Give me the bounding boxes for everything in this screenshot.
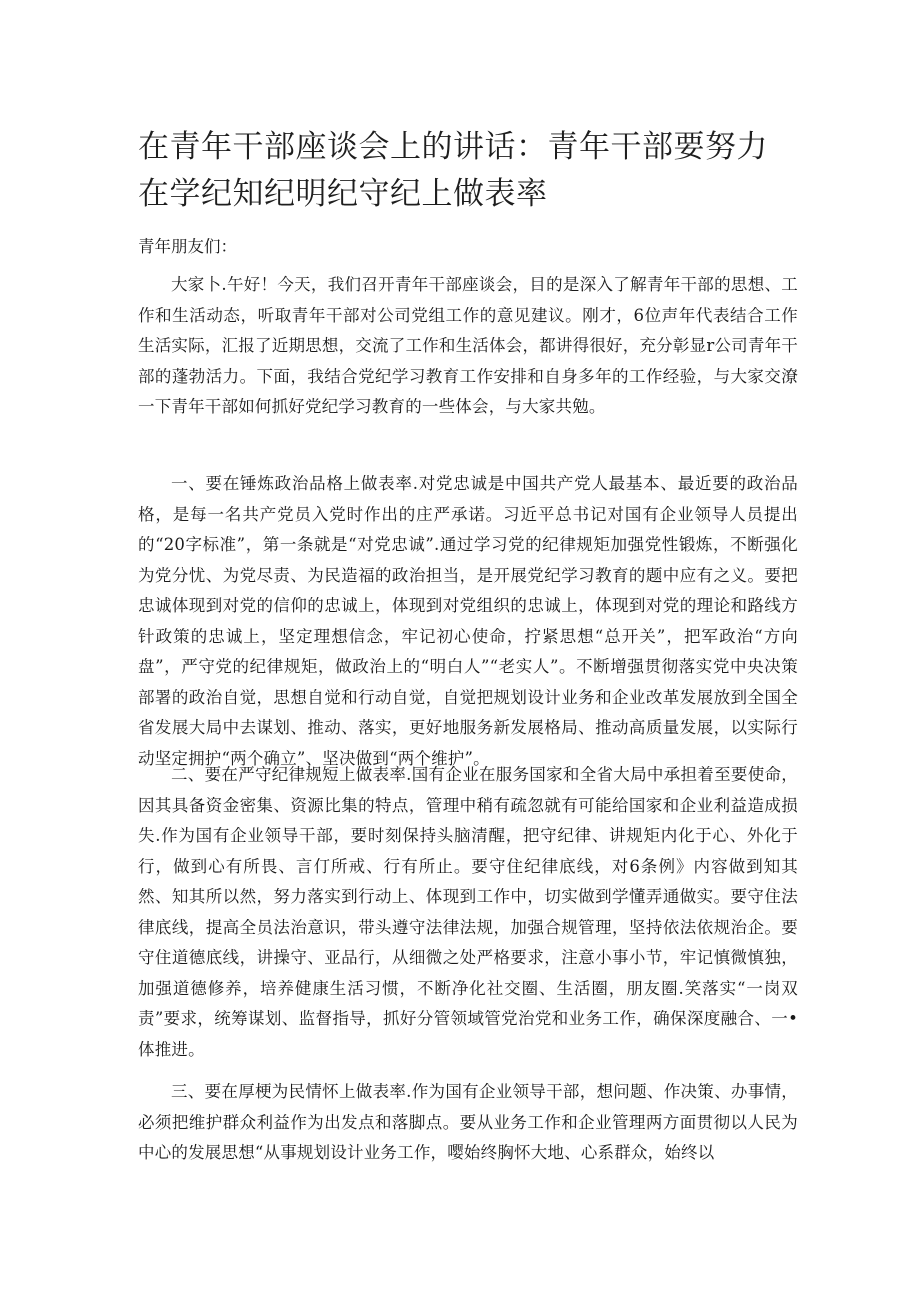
paragraph-point-two: 二、要在严守纪律规短上做表率.国有企业在服务国家和全省大局中承担着至要使命，因其具备资金密集、资源比集的特点，管理中稍有疏忽就有可能给国家和企业利益造成损失.作为国有企业领导干部，要时刻保持头脑清醒，把守纪律、讲规矩内化于心、外化于行，做到心有所畏、言仃所戒、行有所止。要守住纪律底线，对6条例》内容做到知其然、知其所以然，努力落实到行动上、体现到工作中，切实做到学懂弄通做实。要守住法律底线，提高全员法治意识，带头遵守法律法规，加强合规管理，坚持依法依规治企。要守住道德底线，讲操守、亚品行，从细微之处严格要求，注意小事小节，牢记慎微慎独，加强道德修养，培养健康生活习惯，不断净化社交圈、生活圈，朋友圈.笑落实“一岗双责”要求，统筹谋划、监督指导，抓好分管领域管党治党和业务工作，确保深度融合、一•体推进。 (138, 765, 798, 1059)
paragraph-point-one: 一、要在锤炼政治品格上做表率.对党忠诚是中国共产党人最基本、最近要的政治品格，是每一名共产党员入党时作出的庄严承诺。习近平总书记对国有企业领导人员提出的“20字标准”，第一条就是“对党忠诚”.通过学习党的纪律规矩加强党性锻炼，不断强化为党分忧、为党尽责、为民造福的政治担当，是开展党纪学习教育的题中应有之义。要把忠诚体现到对党的信仰的忠诚上，体现到对党组织的忠诚上，体现到对党的理论和路线方针政策的忠诚上，坚定理想信念，牢记初心使命，拧紧思想“总开关”，把军政治“方向盘”，严守党的纪律规矩，做政治上的“明白人”“老实人”。不断增强贯彻落实党中央决策部署的政治自觉，思想自觉和行动自觉，自觉把规划设计业务和企业改革发展放到全国全省发展大局中去谋划、推动、落实，更好地服务新发展格局、推动高质量发展，以实际行动坚定拥护“两个确立”、坚决做到“两个维护”。 (138, 474, 798, 768)
salutation: 青年朋友们： (138, 237, 237, 256)
document-title: 在青年干部座谈会上的讲话：青年干部要努力在学纪知纪明纪守纪上做表率 (138, 129, 768, 212)
paragraph-opening: 大家卜.午好！今天，我们召开青年干部座谈会，目的是深入了解青年干部的思想、工作和生活动态，听取青年干部对公司党组工作的意见建议。刚才，6位声年代表结合工作生活实际，汇报了近期思想，交流了工作和生活体会，都讲得很好，充分彰显r公司青年干部的蓬勃活力。下面，我结合党纪学习教育工作安排和自身多年的工作经验，与大家交潦一下青年干部如何抓好党纪学习教育的一些体会，与大家共勉。 (138, 275, 798, 416)
paragraph-point-three: 三、要在厚梗为民情怀上做表率.作为国有企业领导干部，想问题、作决策、办事情，必须把维护群众利益作为出发点和落脚点。要从业务工作和企业管理两方面贯彻以人民为中心的发展思想“从事规划设计业务工作，嘤始终胸怀大地、心系群众，始终以 (138, 1082, 798, 1162)
